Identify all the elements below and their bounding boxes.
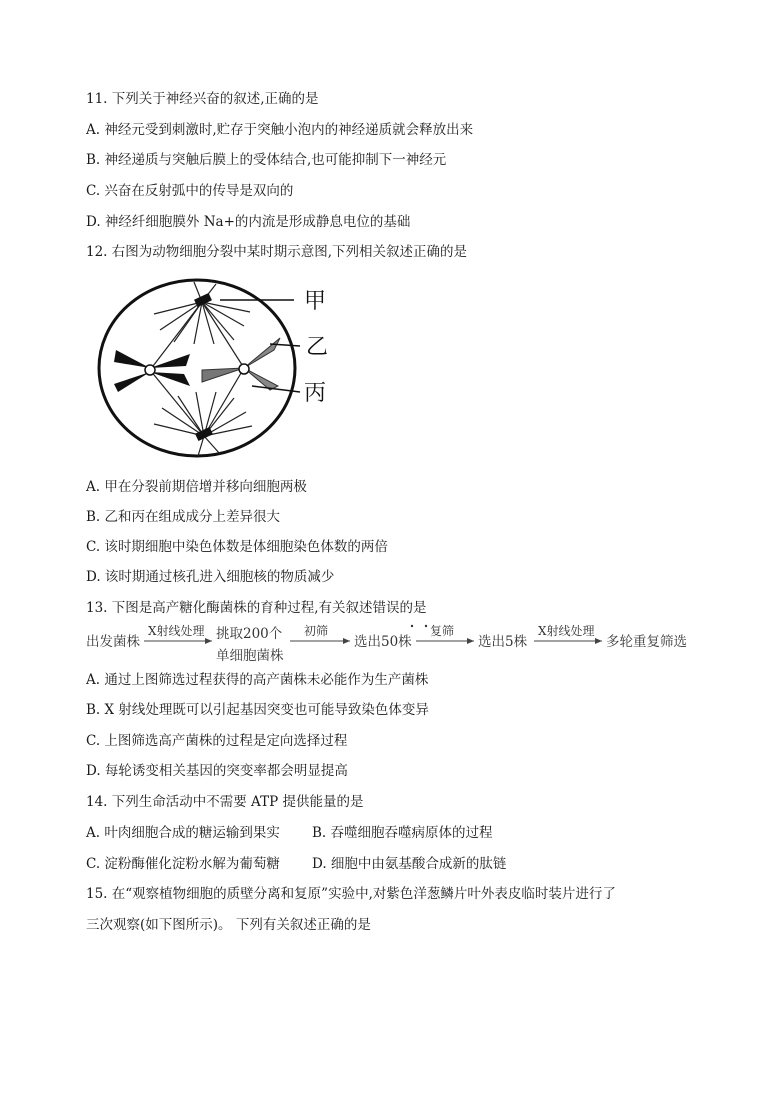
q14-option-d: D. 细胞中由氨基酸合成新的肽链 (312, 856, 507, 872)
q14-option-a: A. 叶肉细胞合成的糖运输到果实 (86, 825, 280, 841)
flow-end: 多轮重复筛选 (606, 634, 687, 650)
q15-stem-line1: 15. 在“观察植物细胞的质壁分离和复原”实验中,对紫色洋葱鳞片叶外表皮临时装片进行了 (86, 886, 616, 902)
emphasis-dot-2 (425, 625, 427, 627)
q12-option-b: B. 乙和丙在组成成分上差异很大 (86, 509, 281, 525)
flow-arrow2-label: 初筛 (304, 624, 329, 638)
q11-option-d: D. 神经纤细胞膜外 Na+的内流是形成静息电位的基础 (86, 214, 411, 230)
emphasis-dot-1 (411, 625, 413, 627)
q15-stem-line2: 三次观察(如下图所示)。 下列有关叙述正确的是 (86, 917, 371, 933)
q11-stem: 11. 下列关于神经兴奋的叙述,正确的是 (86, 91, 319, 107)
q11-option-c: C. 兴奋在反射弧中的传导是双向的 (86, 183, 294, 199)
cell-division-svg (94, 274, 344, 464)
q13-option-c: C. 上图筛选高产菌株的过程是定向选择过程 (86, 733, 348, 749)
q13-stem: 13. 下图是高产糖化酶菌株的育种过程,有关叙述错误的是 (86, 600, 427, 616)
q11-option-a: A. 神经元受到刺激时,贮存于突触小泡内的神经递质就会释放出来 (86, 122, 474, 138)
q14-option-b: B. 吞噬细胞吞噬病原体的过程 (312, 825, 493, 841)
q12-option-c: C. 该时期细胞中染色体数是体细胞染色体数的两倍 (86, 539, 388, 555)
flowchart-svg (86, 620, 696, 666)
q12-option-d: D. 该时期通过核孔进入细胞核的物质减少 (86, 569, 335, 585)
label-yi: 乙 (306, 335, 329, 360)
q11-option-b: B. 神经递质与突触后膜上的受体结合,也可能抑制下一神经元 (86, 152, 447, 168)
flow-step3: 选出5株 (478, 634, 528, 650)
q14-stem: 14. 下列生命活动中不需要 ATP 提供能量的是 (86, 794, 364, 810)
chromosome-black (114, 350, 190, 392)
flow-arrow1-label: X射线处理 (148, 624, 205, 638)
flow-step1-line1: 挑取200个 (216, 626, 283, 642)
q12-stem: 12. 右图为动物细胞分裂中某时期示意图,下列相关叙述正确的是 (86, 244, 468, 260)
lower-aster (154, 392, 252, 456)
flow-arrow4-label: X射线处理 (538, 624, 595, 638)
flow-arrow3-label: 复筛 (430, 624, 455, 638)
cell-division-figure (94, 274, 344, 464)
q12-option-a: A. 甲在分裂前期倍增并移向细胞两极 (86, 479, 307, 495)
flow-step2: 选出50株 (354, 634, 412, 650)
q13-option-d: D. 每轮诱变相关基因的突变率都会明显提高 (86, 763, 348, 779)
flow-step1-line2: 单细胞菌株 (216, 648, 284, 664)
q13-option-a: A. 通过上图筛选过程获得的高产菌株未必能作为生产菌株 (86, 672, 429, 688)
label-jia: 甲 (304, 289, 327, 314)
q13-option-b: B. X 射线处理既可以引起基因突变也可能导致染色体变异 (86, 702, 429, 718)
q14-option-c: C. 淀粉酶催化淀粉水解为葡萄糖 (86, 856, 280, 872)
cell-membrane (99, 280, 295, 456)
flow-start: 出发菌株 (86, 634, 140, 650)
label-bing: 丙 (304, 381, 327, 406)
upper-aster (154, 282, 250, 344)
breeding-flowchart (86, 620, 696, 666)
